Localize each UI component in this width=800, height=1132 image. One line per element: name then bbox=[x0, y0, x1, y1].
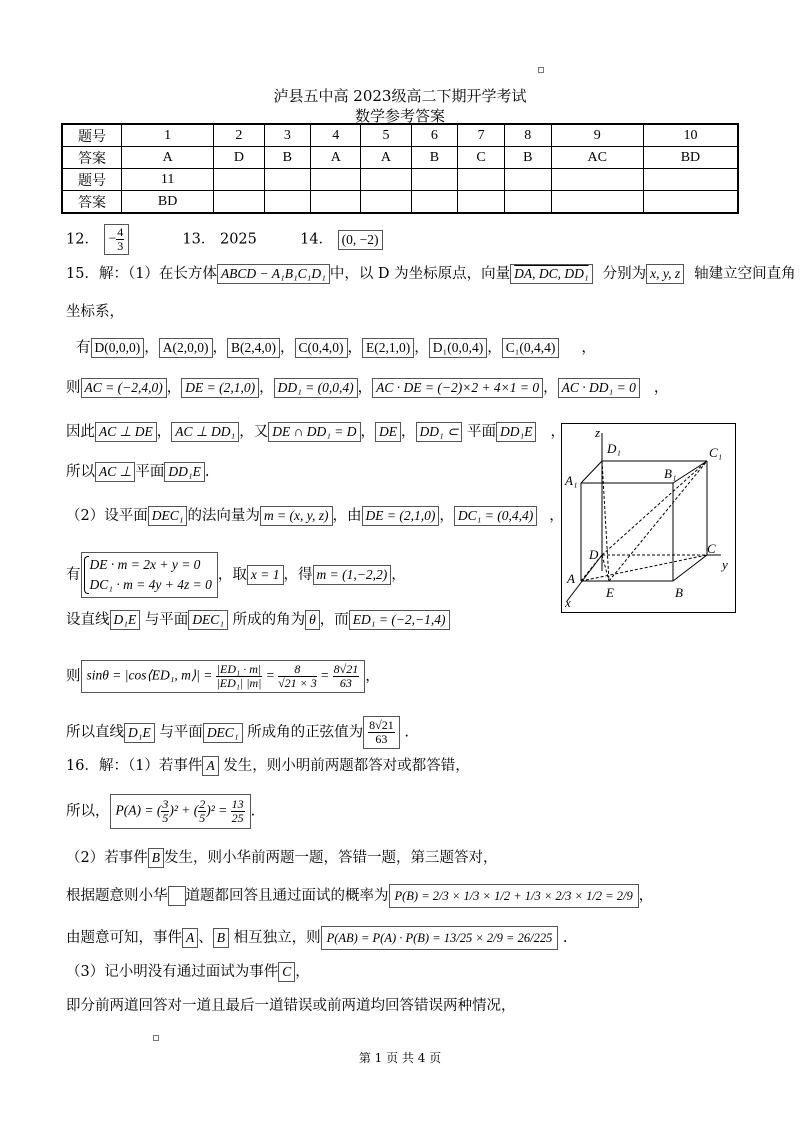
table-cell: B bbox=[264, 147, 311, 169]
table-cell bbox=[311, 191, 361, 214]
sine-formula: sinθ = |cos⟨ED₁, m⟩| = $\frac{\text{|ED₁ · m|}}{\text{|ED₁| |m|}}$ = $\frac{8}{√21 \times 3}$ = $\frac{8√21}{63}$ bbox=[81, 660, 366, 693]
table-cell bbox=[361, 169, 411, 191]
point-b: B(2,4,0) bbox=[227, 338, 280, 358]
table-cell: A bbox=[361, 147, 411, 169]
q13-label: 13． bbox=[182, 231, 216, 248]
q16-line-7: 即分前两道回答对一道且最后一道错误或前两道均回答错误两种情况， bbox=[66, 998, 516, 1014]
probability-ab: P(AB) = P(A) · P(B) = 13/25 × 2/9 = 26/225 bbox=[321, 926, 559, 950]
formula-vectors: DA, DC, DD₁ bbox=[510, 264, 592, 284]
q12-label: 12． bbox=[66, 231, 99, 248]
q15-line-7: （2）设平面 DEC₁ 的法向量为 m = (x, y, z) ，由 DE = (2,1,0) ， DC₁ = (0,4,4) ， bbox=[66, 508, 564, 524]
fill-in-row bbox=[66, 224, 383, 255]
vector-de-2: DE = (2,1,0) bbox=[362, 506, 440, 526]
table-cell: AC bbox=[551, 147, 643, 169]
table-cell bbox=[214, 169, 264, 191]
equation-system: DE · m = 2x + y = 0 DC₁ · m = 4y + 4z = 0 bbox=[81, 552, 218, 598]
table-cell: D bbox=[214, 147, 264, 169]
table-cell bbox=[411, 169, 458, 191]
table-cell bbox=[551, 169, 643, 191]
plane-dec1-2: DEC₁ bbox=[188, 610, 228, 630]
table-cell bbox=[504, 169, 551, 191]
point-c: C(0,4,0) bbox=[295, 338, 348, 358]
figure-label: A bbox=[567, 571, 575, 586]
table-cell: 3 bbox=[264, 124, 311, 147]
figure-label: D bbox=[589, 547, 599, 562]
vector-de: DE = (2,1,0) bbox=[181, 378, 259, 398]
q12-answer: − $\frac{4}{3}$ bbox=[104, 224, 130, 255]
figure-label: A₁ bbox=[565, 473, 578, 488]
answer-table bbox=[61, 123, 739, 214]
figure-label: E bbox=[606, 585, 614, 600]
figure-label: D₁ bbox=[607, 441, 621, 456]
table-cell: 7 bbox=[458, 124, 505, 147]
dot-product-2: AC · DD₁ = 0 bbox=[558, 378, 640, 398]
table-cell bbox=[264, 191, 311, 214]
table-cell bbox=[458, 191, 505, 214]
vector-ed1: ED₁ = (−2,−1,4) bbox=[349, 610, 450, 630]
line-de: DE bbox=[375, 422, 401, 442]
figure-label: B₁ bbox=[664, 466, 677, 481]
dot-product-1: AC · DE = (−2)×2 + 4×1 = 0 bbox=[372, 378, 543, 398]
normal-vector: m = (x, y, z) bbox=[260, 506, 333, 526]
line-d1e-2: D₁E bbox=[124, 723, 155, 743]
q16-line-2: 所以， P(A) = ( $\frac{3}{5}$ )² + ( $\frac{2}{5}$ )² = $\frac{13}{25}$ . bbox=[66, 794, 255, 829]
figure-label: B bbox=[675, 585, 683, 600]
table-row bbox=[62, 191, 738, 214]
table-cell: 11 bbox=[122, 169, 214, 191]
table-cell bbox=[361, 191, 411, 214]
cuboid-figure bbox=[561, 423, 736, 613]
table-cell bbox=[458, 169, 505, 191]
figure-label: z bbox=[595, 425, 601, 440]
final-answer: $\frac{8√21}{63}$ bbox=[363, 716, 400, 749]
plane-dd1e: DD₁E bbox=[496, 422, 536, 442]
q15-line-6: 所以 AC ⊥ 平面 DD₁E . bbox=[66, 464, 210, 480]
q15-line-9: 设直线 D₁E 与平面 DEC₁ 所成的角为 θ ，而 ED₁ = (−2,−1,4) bbox=[66, 610, 450, 630]
perp-ac-dd1: AC ⊥ DD₁ bbox=[171, 422, 239, 442]
plane-dd1e-2: DD₁E bbox=[164, 462, 204, 482]
table-row bbox=[62, 169, 738, 191]
event-b-2: B bbox=[213, 928, 229, 948]
table-cell bbox=[504, 191, 551, 214]
event-a-2: A bbox=[182, 928, 198, 948]
table-cell bbox=[264, 169, 311, 191]
q16-line-1: 16．解：（1）若事件 A 发生，则小明前两题都答对或都答错， bbox=[66, 758, 470, 774]
corner-mark bbox=[153, 1035, 159, 1041]
q15-line-3: 有 D(0,0,0) ， A(2,0,0) ， B(2,4,0) ， C(0,4,0) ， E(2,1,0) ， D₁(0,0,4) ， C₁(0,4,4) ， bbox=[76, 340, 596, 356]
q13-answer: 2025 bbox=[219, 231, 257, 248]
table-cell bbox=[551, 191, 643, 214]
table-cell: 10 bbox=[643, 124, 738, 147]
table-cell: 答案 bbox=[62, 191, 122, 214]
corner-mark bbox=[538, 67, 544, 73]
figure-label: x bbox=[565, 595, 571, 610]
q15-line-2: 坐标系， bbox=[66, 304, 124, 320]
q15-line-11: 所以直线 D₁E 与平面 DEC₁ 所成角的正弦值为 $\frac{8√21}{63}$ . bbox=[66, 716, 409, 749]
intersection: DE ∩ DD₁ = D bbox=[268, 422, 360, 442]
m-value: m = (1,−2,2) bbox=[313, 565, 392, 585]
point-e: E(2,1,0) bbox=[362, 338, 414, 358]
table-cell: B bbox=[411, 147, 458, 169]
q15-line-10: 则 sinθ = |cos⟨ED₁, m⟩| = $\frac{\text{|ED₁ · m|}}{\text{|ED₁| |m|}}$ = $\frac{8}{√21 \times 3}$ = $\frac{8√21}{63}$ ， bbox=[66, 660, 380, 693]
q15-line-8: 有 DE · m = 2x + y = 0 DC₁ · m = 4y + 4z = 0 ，取 x = 1 ，得 m = (1,−2,2) ， bbox=[66, 552, 406, 598]
table-cell: BD bbox=[122, 191, 214, 214]
q16-line-5: 由题意可知，事件 A 、 B 相互独立，则 P(AB) = P(A) · P(B) = 13/25 × 2/9 = 26/225 . bbox=[66, 926, 568, 950]
page-title: 泸县五中高 2023级高二下期开学考试 bbox=[273, 87, 527, 105]
q15-line-1: 15．解：（1）在长方体 ABCD − A₁B₁C₁D₁ 中，以 D 为坐标原点，向量 DA, DC, DD₁ 分别为 x, y, z 轴建立空间直角 bbox=[66, 266, 796, 282]
line-d1e: D₁E bbox=[110, 610, 141, 630]
table-cell bbox=[311, 169, 361, 191]
probability-a: P(A) = ( $\frac{3}{5}$ )² + ( $\frac{2}{5}$ )² = $\frac{13}{25}$ bbox=[110, 794, 251, 829]
table-cell: B bbox=[504, 147, 551, 169]
page-subtitle: 数学参考答案 bbox=[354, 107, 445, 125]
theta: θ bbox=[305, 610, 320, 630]
q15-line-5: 因此 AC ⊥ DE ， AC ⊥ DD₁ ，又 DE ∩ DD₁ = D ， DE ， DD₁ ⊂ 平面 DD₁E ， bbox=[66, 424, 565, 440]
table-cell: A bbox=[122, 147, 214, 169]
event-c: C bbox=[278, 962, 295, 982]
table-cell: 题号 bbox=[62, 169, 122, 191]
q14-answer: (0, −2) bbox=[338, 230, 383, 250]
table-cell: 2 bbox=[214, 124, 264, 147]
table-cell: A bbox=[311, 147, 361, 169]
vector-dd1: DD₁ = (0,0,4) bbox=[274, 378, 358, 398]
table-cell bbox=[643, 191, 738, 214]
table-cell: 8 bbox=[504, 124, 551, 147]
table-cell bbox=[411, 191, 458, 214]
table-cell: 答案 bbox=[62, 147, 122, 169]
point-d: D(0,0,0) bbox=[91, 338, 145, 358]
page-footer: 第 1 页 共 4 页 bbox=[358, 1051, 442, 1065]
plane-dec1-3: DEC₁ bbox=[203, 723, 243, 743]
q16-line-3: （2）若事件 B 发生，则小华前两题一题，答错一题，第三题答对， bbox=[66, 850, 498, 866]
probability-b: P(B) = 2/3 × 1/3 × 1/2 + 1/3 × 2/3 × 1/2 = 2/9 bbox=[389, 884, 639, 908]
q16-line-4: 根据题意则小华 道题都回答且通过面试的概率为 P(B) = 2/3 × 1/3 × 1/2 + 1/3 × 2/3 × 1/2 = 2/9 ， bbox=[66, 884, 653, 908]
perp-ac-de: AC ⊥ DE bbox=[95, 422, 157, 442]
dd1-subset: DD₁ ⊂ bbox=[416, 422, 463, 442]
table-cell: 4 bbox=[311, 124, 361, 147]
point-a: A(2,0,0) bbox=[159, 338, 213, 358]
table-cell: BD bbox=[643, 147, 738, 169]
figure-label: C₁ bbox=[709, 445, 723, 460]
table-cell: 6 bbox=[411, 124, 458, 147]
table-cell: C bbox=[458, 147, 505, 169]
formula-xyz: x, y, z bbox=[646, 264, 684, 284]
table-cell: 5 bbox=[361, 124, 411, 147]
point-c1: C₁(0,4,4) bbox=[502, 338, 560, 358]
q14-label: 14． bbox=[300, 231, 334, 248]
formula-solid: ABCD − A₁B₁C₁D₁ bbox=[217, 264, 330, 284]
figure-label: C bbox=[707, 541, 716, 556]
event-a: A bbox=[202, 756, 218, 776]
vector-dc1: DC₁ = (0,4,4) bbox=[454, 506, 537, 526]
table-cell: 1 bbox=[122, 124, 214, 147]
table-cell: 题号 bbox=[62, 124, 122, 147]
x-equals-1: x = 1 bbox=[247, 565, 284, 585]
table-row bbox=[62, 124, 738, 147]
table-cell bbox=[214, 191, 264, 214]
event-b: B bbox=[148, 848, 164, 868]
point-d1: D₁(0,0,4) bbox=[429, 338, 487, 358]
table-cell bbox=[643, 169, 738, 191]
perp-ac: AC ⊥ bbox=[95, 462, 135, 482]
table-cell: 9 bbox=[551, 124, 643, 147]
figure-label: y bbox=[722, 557, 728, 572]
vector-ac: AC = (−2,4,0) bbox=[81, 378, 167, 398]
q15-line-4: 则 AC = (−2,4,0) ， DE = (2,1,0) ， DD₁ = (0,0,4) ， AC · DE = (−2)×2 + 4×1 = 0 ， AC · DD₁ = 0 ， bbox=[66, 380, 669, 396]
q16-line-6: （3）记小明没有通过面试为事件 C ， bbox=[66, 964, 310, 980]
plane-dec1: DEC₁ bbox=[148, 506, 188, 526]
table-row bbox=[62, 147, 738, 169]
